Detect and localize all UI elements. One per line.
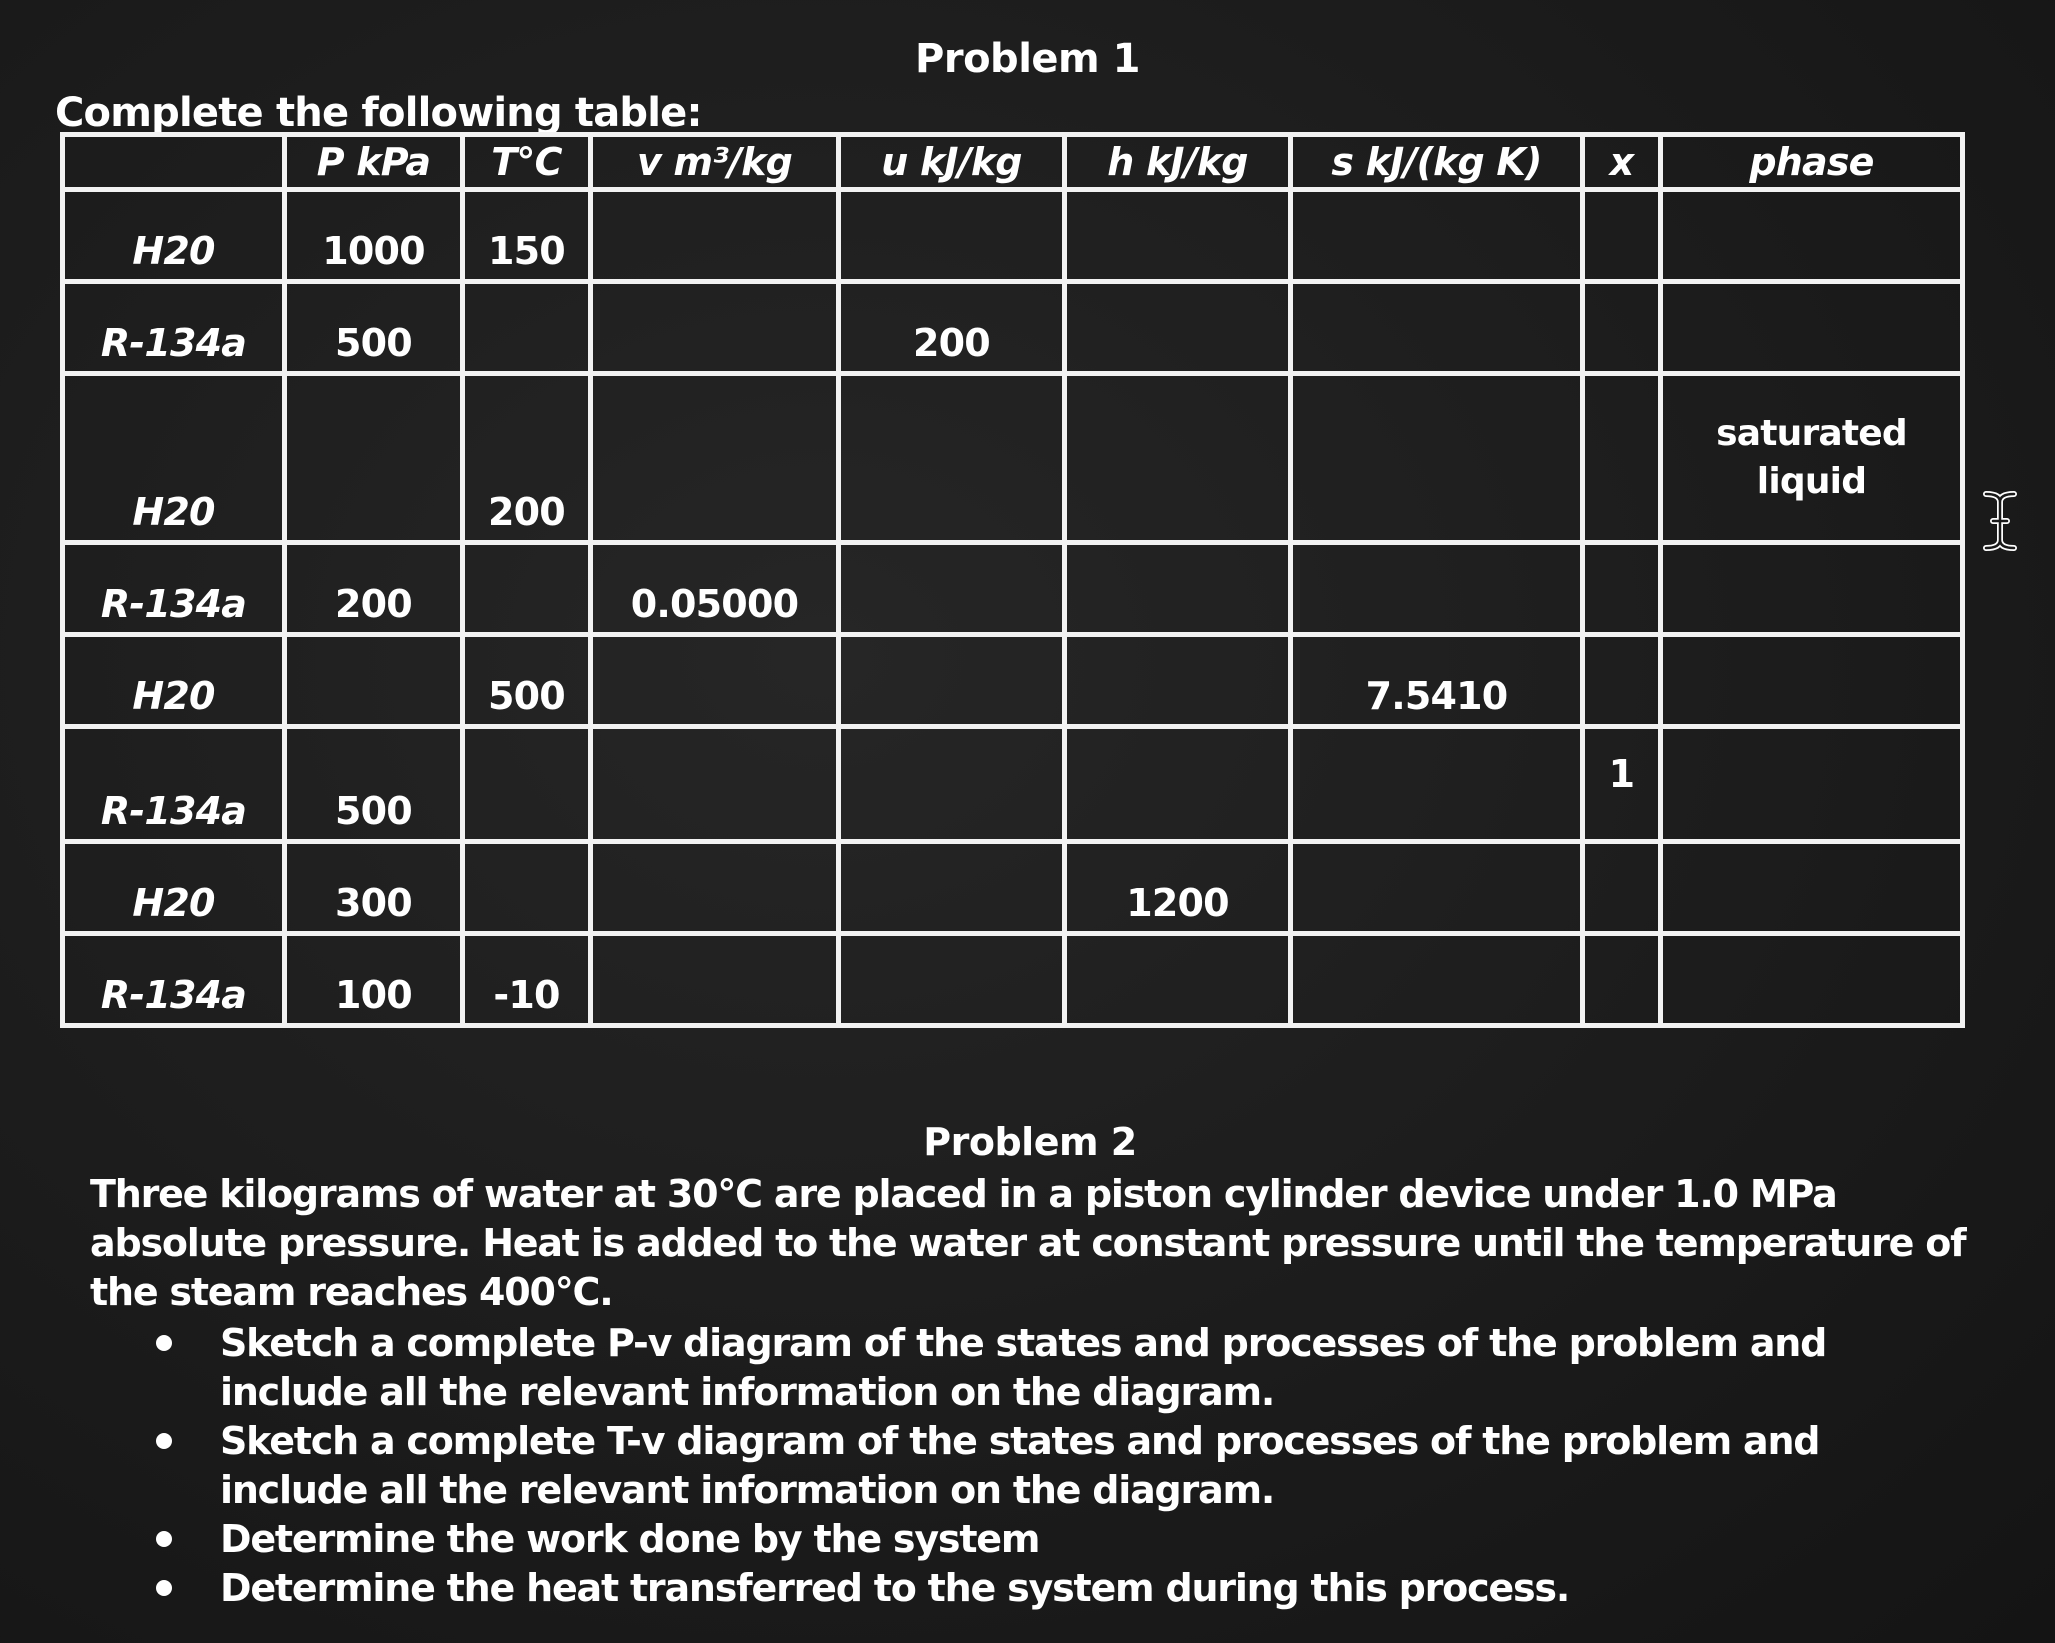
cell-quality <box>1583 933 1661 1025</box>
cell-entropy <box>1291 542 1583 634</box>
task-text: Determine the heat transferred to the system during this process. <box>220 1566 1570 1610</box>
cell-temperature: 200 <box>463 373 591 542</box>
problem-2-section <box>90 1120 1970 1613</box>
cell-specific-volume <box>591 281 839 373</box>
cell-temperature: 500 <box>463 634 591 726</box>
table-row <box>63 190 1963 282</box>
cell-substance: R-134a <box>63 933 285 1025</box>
cell-entropy: 7.5410 <box>1291 634 1583 726</box>
cell-enthalpy <box>1065 190 1291 282</box>
bullet-icon <box>156 1433 172 1449</box>
cell-quality <box>1583 542 1661 634</box>
cell-entropy <box>1291 281 1583 373</box>
cell-substance: H20 <box>63 190 285 282</box>
cell-internal-energy <box>839 634 1065 726</box>
table-row <box>63 634 1963 726</box>
header-entropy: s kJ/(kg K) <box>1291 135 1583 190</box>
bullet-icon <box>156 1580 172 1596</box>
text-cursor-icon <box>1980 488 2020 554</box>
cell-temperature <box>463 842 591 934</box>
table-row <box>63 542 1963 634</box>
cell-pressure: 500 <box>285 281 463 373</box>
list-item <box>220 1319 1970 1417</box>
cell-pressure: 1000 <box>285 190 463 282</box>
cell-quality <box>1583 190 1661 282</box>
cell-quality <box>1583 373 1661 542</box>
cell-quality <box>1583 281 1661 373</box>
list-item <box>220 1417 1970 1515</box>
table-row <box>63 842 1963 934</box>
list-item <box>220 1515 1970 1564</box>
cell-entropy <box>1291 373 1583 542</box>
cell-temperature: 150 <box>463 190 591 282</box>
cell-pressure: 300 <box>285 842 463 934</box>
cell-entropy <box>1291 933 1583 1025</box>
cell-pressure: 200 <box>285 542 463 634</box>
task-text: Sketch a complete P-v diagram of the states and processes of the problem and include all the relevant information on the diagram. <box>220 1321 1827 1414</box>
bullet-icon <box>156 1531 172 1547</box>
problem-2-statement: Three kilograms of water at 30°C are placed in a piston cylinder device under 1.0 MPa absolute pressure. Heat is added to the water at constant pressure until the temperature of the steam reaches 400°C. <box>90 1172 1966 1314</box>
cell-internal-energy <box>839 842 1065 934</box>
cell-substance: R-134a <box>63 281 285 373</box>
cell-specific-volume <box>591 634 839 726</box>
cell-internal-energy <box>839 373 1065 542</box>
cell-phase: saturated liquid <box>1661 373 1963 542</box>
cell-enthalpy <box>1065 281 1291 373</box>
header-quality: x <box>1583 135 1661 190</box>
task-text: Determine the work done by the system <box>220 1517 1040 1561</box>
cell-internal-energy <box>839 726 1065 841</box>
cell-phase <box>1661 190 1963 282</box>
cell-enthalpy <box>1065 373 1291 542</box>
cell-pressure: 100 <box>285 933 463 1025</box>
header-substance <box>63 135 285 190</box>
cell-substance: H20 <box>63 634 285 726</box>
cell-temperature <box>463 726 591 841</box>
table-row <box>63 281 1963 373</box>
table-row <box>63 726 1963 841</box>
table-instruction: Complete the following table: <box>55 90 702 136</box>
cell-internal-energy <box>839 542 1065 634</box>
header-enthalpy: h kJ/kg <box>1065 135 1291 190</box>
cell-pressure <box>285 634 463 726</box>
cell-substance: H20 <box>63 373 285 542</box>
cell-phase <box>1661 933 1963 1025</box>
cell-quality <box>1583 634 1661 726</box>
cell-phase <box>1661 726 1963 841</box>
cell-substance: R-134a <box>63 542 285 634</box>
cell-phase <box>1661 542 1963 634</box>
cell-phase <box>1661 842 1963 934</box>
cell-specific-volume <box>591 842 839 934</box>
cell-substance: H20 <box>63 842 285 934</box>
cell-temperature <box>463 542 591 634</box>
property-table <box>60 132 1965 1028</box>
cell-internal-energy <box>839 933 1065 1025</box>
header-temperature: T°C <box>463 135 591 190</box>
header-pressure: P kPa <box>285 135 463 190</box>
header-internal-energy: u kJ/kg <box>839 135 1065 190</box>
cell-enthalpy <box>1065 542 1291 634</box>
cell-specific-volume <box>591 726 839 841</box>
cell-entropy <box>1291 726 1583 841</box>
cell-enthalpy <box>1065 634 1291 726</box>
list-item <box>220 1564 1970 1613</box>
header-specific-volume: v m³/kg <box>591 135 839 190</box>
bullet-icon <box>156 1335 172 1351</box>
cell-enthalpy <box>1065 726 1291 841</box>
task-list <box>90 1319 1970 1613</box>
table-row <box>63 373 1963 542</box>
cell-specific-volume <box>591 373 839 542</box>
cell-enthalpy <box>1065 933 1291 1025</box>
cell-entropy <box>1291 842 1583 934</box>
task-text: Sketch a complete T-v diagram of the states and processes of the problem and include all the relevant information on the diagram. <box>220 1419 1820 1512</box>
cell-phase <box>1661 281 1963 373</box>
cell-specific-volume <box>591 190 839 282</box>
cell-pressure <box>285 373 463 542</box>
cell-specific-volume <box>591 933 839 1025</box>
table-header-row <box>63 135 1963 190</box>
cell-substance: R-134a <box>63 726 285 841</box>
cell-entropy <box>1291 190 1583 282</box>
cell-temperature <box>463 281 591 373</box>
cell-specific-volume: 0.05000 <box>591 542 839 634</box>
cell-internal-energy <box>839 190 1065 282</box>
cell-quality <box>1583 842 1661 934</box>
cell-enthalpy: 1200 <box>1065 842 1291 934</box>
cell-quality: 1 <box>1583 726 1661 841</box>
cell-temperature: -10 <box>463 933 591 1025</box>
problem-2-title: Problem 2 <box>923 1120 1137 1164</box>
cell-internal-energy: 200 <box>839 281 1065 373</box>
problem-1-title: Problem 1 <box>915 36 1140 82</box>
table-row <box>63 933 1963 1025</box>
cell-phase <box>1661 634 1963 726</box>
header-phase: phase <box>1661 135 1963 190</box>
cell-pressure: 500 <box>285 726 463 841</box>
